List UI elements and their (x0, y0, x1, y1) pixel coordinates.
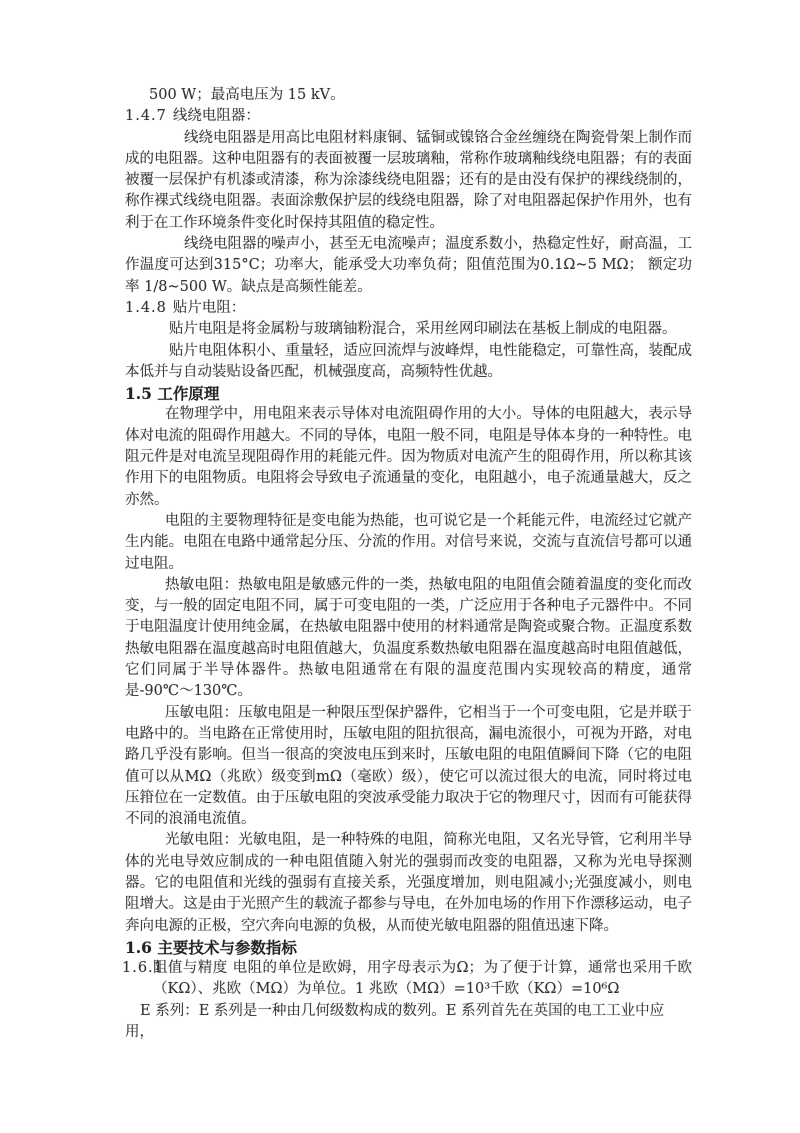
item-text: 阻值与精度 电阻的单位是欧姆，用字母表示为Ω；为了便于计算，通常也采用千欧（KΩ）、兆欧（MΩ）为单位。1 兆欧（MΩ）=10³千欧（KΩ）=10⁶Ω (153, 960, 692, 998)
item-1-4-8-chip-resistor (125, 298, 692, 319)
para-principle-physics: 在物理学中，用电阻来表示导体对电流阻碍作用的大小。导体的电阻越大，表示导体对电流的阻碍作用越大。不同的导体，电阻一般不同，电阻是导体本身的一种特性。电阻元件是对电流呈现阻碍作用的耗能元件。因为物质对电流产生的阻碍作用，所以称其该作用下的电阻物质。电阻将会导致电子流通量的变化，电阻越小，电子流通量越大，反之亦然。 (125, 406, 692, 508)
para-photoresistor: 光敏电阻：光敏电阻，是一种特殊的电阻，简称光电阻，又名光导管，它利用半导体的光电导效应制成的一种电阻值随入射光的强弱而改变的电阻器，又称为光电导探测器。它的电阻值和光线的强弱有直接关系，光强度增加，则电阻减小;光强度减小，则电阻增大。这是由于光照产生的载流子都参与导电，在外加电场的作用下作漂移运动，电子奔向电源的正极，空穴奔向电源的负极，从而使光敏电阻器的阻值迅速下降。 (125, 832, 692, 934)
para-wirewound-construction: 线绕电阻器是用高比电阻材料康铜、锰铜或镍铬合金丝缠绕在陶瓷骨架上制作而成的电阻器。这种电阻器有的表面被覆一层玻璃釉，常称作玻璃釉线绕电阻器；有的表面被覆一层保护有机漆或清漆，称为涂漆线绕电阻器；还有的是由没有保护的裸线绕制的，称作裸式线绕电阻器。表面涂敷保护层的线绕电阻器，除了对电阻器起保护作用外，也有利于在工作环境条件变化时保持其阻值的稳定性。 (125, 129, 692, 231)
document-content (122, 85, 692, 1043)
para-wirewound-characteristics: 线绕电阻器的噪声小，甚至无电流噪声；温度系数小，热稳定性好，耐高温，工作温度可达到315°C；功率大，能承受大功率负荷；阻值范围为0.1Ω~5 MΩ； 额定功率 1/8~500 W。缺点是高频性能差。 (125, 236, 692, 295)
para-chip-construction: 贴片电阻是将金属粉与玻璃铀粉混合，采用丝网印刷法在基板上制成的电阻器。 (169, 321, 677, 338)
item-1-6-1-resistance-precision (122, 958, 692, 1001)
heading-1-6-technical-parameters: 1.6 主要技术与参数指标 (125, 937, 297, 957)
item-number: 1.4.8 (125, 299, 167, 316)
para-e-series: E 系列：E 系列是一种由几何级数构成的数列。E 系列首先在英国的电工工业中应用， (125, 1002, 665, 1041)
item-title: 线绕电阻器： (172, 108, 260, 125)
heading-1-5-working-principle: 1.5 工作原理 (125, 384, 220, 404)
item-number: 1.4.7 (125, 108, 167, 125)
para-varistor: 压敏电阻：压敏电阻是一种限压型保护器件，它相当于一个可变电阻，它是并联于电路中的。当电路在正常使用时，压敏电阻的阻抗很高，漏电流很小，可视为开路，对电路几乎没有影响。但当一很高的突波电压到来时，压敏电阻的电阻值瞬间下降（它的电阻值可以从MΩ（兆欧）级变到mΩ（毫欧）级），使它可以流过很大的电流，同时将过电压箝位在一定数值。由于压敏电阻的突波承受能力取决于它的物理尺寸，因而有可能获得不同的浪涌电流值。 (125, 704, 692, 828)
page-continuation-line: 500 W；最高电压为 15 kV。 (149, 87, 345, 103)
item-title: 贴片电阻： (172, 299, 246, 316)
para-thermistor: 热敏电阻：热敏电阻是敏感元件的一类，热敏电阻的电阻值会随着温度的变化而改变，与一般的固定电阻不同，属于可变电阻的一类，广泛应用于各种电子元器件中。不同于电阻温度计使用纯金属，在热敏电阻器中使用的材料通常是陶瓷或聚合物。正温度系数热敏电阻器在温度越高时电阻值越大，负温度系数热敏电阻器在温度越高时电阻值越低，它们同属于半导体器件。热敏电阻通常在有限的温度范围内实现较高的精度，通常是-90℃～130℃。 (125, 576, 692, 700)
item-1-4-7-wirewound-resistor (125, 106, 692, 127)
para-chip-features: 贴片电阻体积小、重量轻，适应回流焊与波峰焊，电性能稳定，可靠性高，装配成本低并与自动装贴设备匹配，机械强度高，高频特性优越。 (125, 342, 692, 380)
item-number: 1.6.1 (122, 960, 164, 977)
para-principle-energy: 电阻的主要物理特征是变电能为热能，也可说它是一个耗能元件，电流经过它就产生内能。电阻在电路中通常起分压、分流的作用。对信号来说，交流与直流信号都可以通过电阻。 (125, 512, 692, 572)
